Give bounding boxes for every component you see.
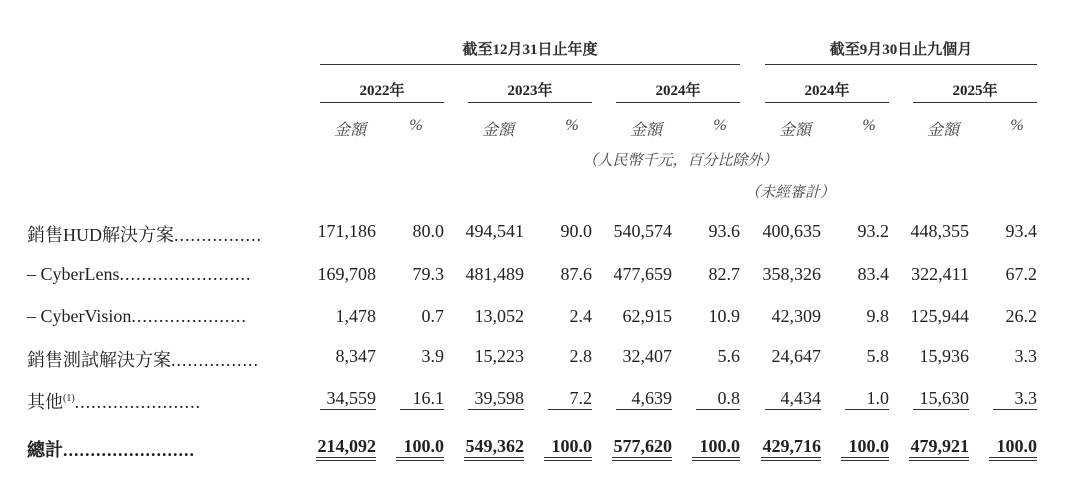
row-label-text: – CyberVision (27, 306, 132, 326)
cell-percent: 93.6 (708, 221, 740, 241)
cell-amount: 34,559 (320, 388, 376, 410)
leader-dots: ................ (171, 350, 259, 370)
cell-amount: 125,944 (910, 306, 969, 326)
year-rule-2024 (616, 102, 740, 103)
cell-amount: 15,223 (474, 346, 524, 366)
percent-header: % (713, 117, 727, 134)
cell-amount: 358,326 (762, 264, 821, 284)
group-header-rule-9m (765, 64, 1037, 65)
cell-amount: 479,921 (909, 436, 969, 461)
amount-header: 金額 (778, 122, 811, 139)
cell-percent: 5.6 (717, 346, 740, 366)
year-rule-2023 (468, 102, 592, 103)
row-label-testing (27, 346, 295, 372)
cell-amount: 214,092 (316, 436, 376, 461)
cell-percent: 2.8 (569, 346, 592, 366)
cell-percent: 100.0 (989, 436, 1037, 461)
cell-amount: 13,052 (474, 306, 524, 326)
unit-note: （人民幣千元，百分比除外） (582, 153, 778, 169)
row-label-text: 銷售HUD解決方案 (27, 225, 174, 245)
cell-percent: 93.4 (1005, 221, 1037, 241)
amount-header: 金額 (481, 122, 514, 139)
cell-amount: 429,716 (761, 436, 821, 461)
cell-amount: 549,362 (464, 436, 524, 461)
cell-percent: 83.4 (857, 264, 889, 284)
cell-percent: 5.8 (866, 346, 889, 366)
cell-amount: 577,620 (612, 436, 672, 461)
group-header-rule-fy (320, 64, 740, 65)
percent-header: % (409, 117, 423, 134)
row-label-hud (27, 221, 295, 247)
cell-percent: 67.2 (1005, 264, 1037, 284)
year-header-2024: 2024年 (655, 83, 701, 99)
year-header-2023: 2023年 (507, 83, 553, 99)
year-rule-2022 (320, 102, 444, 103)
cell-amount: 42,309 (771, 306, 821, 326)
cell-amount: 62,915 (622, 306, 672, 326)
cell-percent: 3.3 (993, 388, 1037, 410)
leader-dots: ........................ (119, 264, 252, 284)
cell-amount: 494,541 (465, 221, 524, 241)
cell-percent: 26.2 (1005, 306, 1037, 326)
unaudited-note: （未經審計） (744, 185, 835, 201)
cell-percent: 3.3 (1014, 346, 1037, 366)
cell-amount: 400,635 (762, 221, 821, 241)
cell-percent: 9.8 (866, 306, 889, 326)
percent-header: % (862, 117, 876, 134)
cell-percent: 10.9 (708, 306, 740, 326)
row-label-other (27, 388, 295, 414)
year-rule-2024-9m (765, 102, 889, 103)
row-label-text: 銷售測試解決方案 (27, 350, 171, 370)
cell-percent: 1.0 (845, 388, 889, 410)
year-header-2024-9m: 2024年 (804, 83, 850, 99)
cell-amount: 24,647 (771, 346, 821, 366)
cell-percent: 100.0 (544, 436, 592, 461)
row-label-text: 其他 (27, 392, 63, 412)
cell-percent: 79.3 (412, 264, 444, 284)
cell-amount: 32,407 (622, 346, 672, 366)
group-header-fiscal-year: 截至12月31日止年度 (462, 42, 598, 58)
cell-percent: 80.0 (412, 221, 444, 241)
row-label-text: 總計 (27, 440, 63, 460)
cell-percent: 7.2 (548, 388, 592, 410)
percent-header: % (565, 117, 579, 134)
leader-dots: ........................ (63, 440, 195, 460)
amount-header: 金額 (333, 122, 366, 139)
cell-amount: 169,708 (317, 264, 376, 284)
cell-percent: 0.8 (696, 388, 740, 410)
cell-amount: 4,434 (765, 388, 821, 410)
cell-amount: 540,574 (613, 221, 672, 241)
cell-percent: 100.0 (841, 436, 889, 461)
cell-amount: 8,347 (335, 346, 376, 366)
cell-percent: 90.0 (560, 221, 592, 241)
cell-amount: 477,659 (613, 264, 672, 284)
year-rule-2025-9m (913, 102, 1037, 103)
row-label-total (27, 436, 295, 462)
cell-amount: 481,489 (465, 264, 524, 284)
leader-dots: ................ (174, 225, 262, 245)
cell-percent: 100.0 (396, 436, 444, 461)
percent-header: % (1010, 117, 1024, 134)
cell-percent: 2.4 (569, 306, 592, 326)
year-header-2025-9m: 2025年 (952, 83, 998, 99)
cell-amount: 322,411 (911, 264, 969, 284)
leader-dots: ....................... (74, 392, 202, 412)
cell-amount: 15,630 (913, 388, 969, 410)
cell-percent: 0.7 (421, 306, 444, 326)
cell-percent: 82.7 (708, 264, 740, 284)
cell-amount: 39,598 (468, 388, 524, 410)
cell-percent: 87.6 (560, 264, 592, 284)
cell-percent: 100.0 (692, 436, 740, 461)
cell-amount: 448,355 (910, 221, 969, 241)
year-header-2022: 2022年 (359, 83, 405, 99)
group-header-nine-months: 截至9月30日止九個月 (829, 42, 973, 58)
cell-percent: 3.9 (421, 346, 444, 366)
row-label-cyberlens (27, 264, 295, 285)
cell-percent: 93.2 (857, 221, 889, 241)
cell-amount: 1,478 (335, 306, 376, 326)
cell-amount: 4,639 (616, 388, 672, 410)
leader-dots: ..................... (131, 306, 247, 326)
amount-header: 金額 (629, 122, 662, 139)
cell-amount: 171,186 (317, 221, 376, 241)
footnote-marker: (1) (63, 393, 75, 404)
cell-amount: 15,936 (919, 346, 969, 366)
row-label-cybervision (27, 306, 295, 327)
amount-header: 金額 (926, 122, 959, 139)
cell-percent: 16.1 (400, 388, 444, 410)
row-label-text: – CyberLens (27, 264, 120, 284)
